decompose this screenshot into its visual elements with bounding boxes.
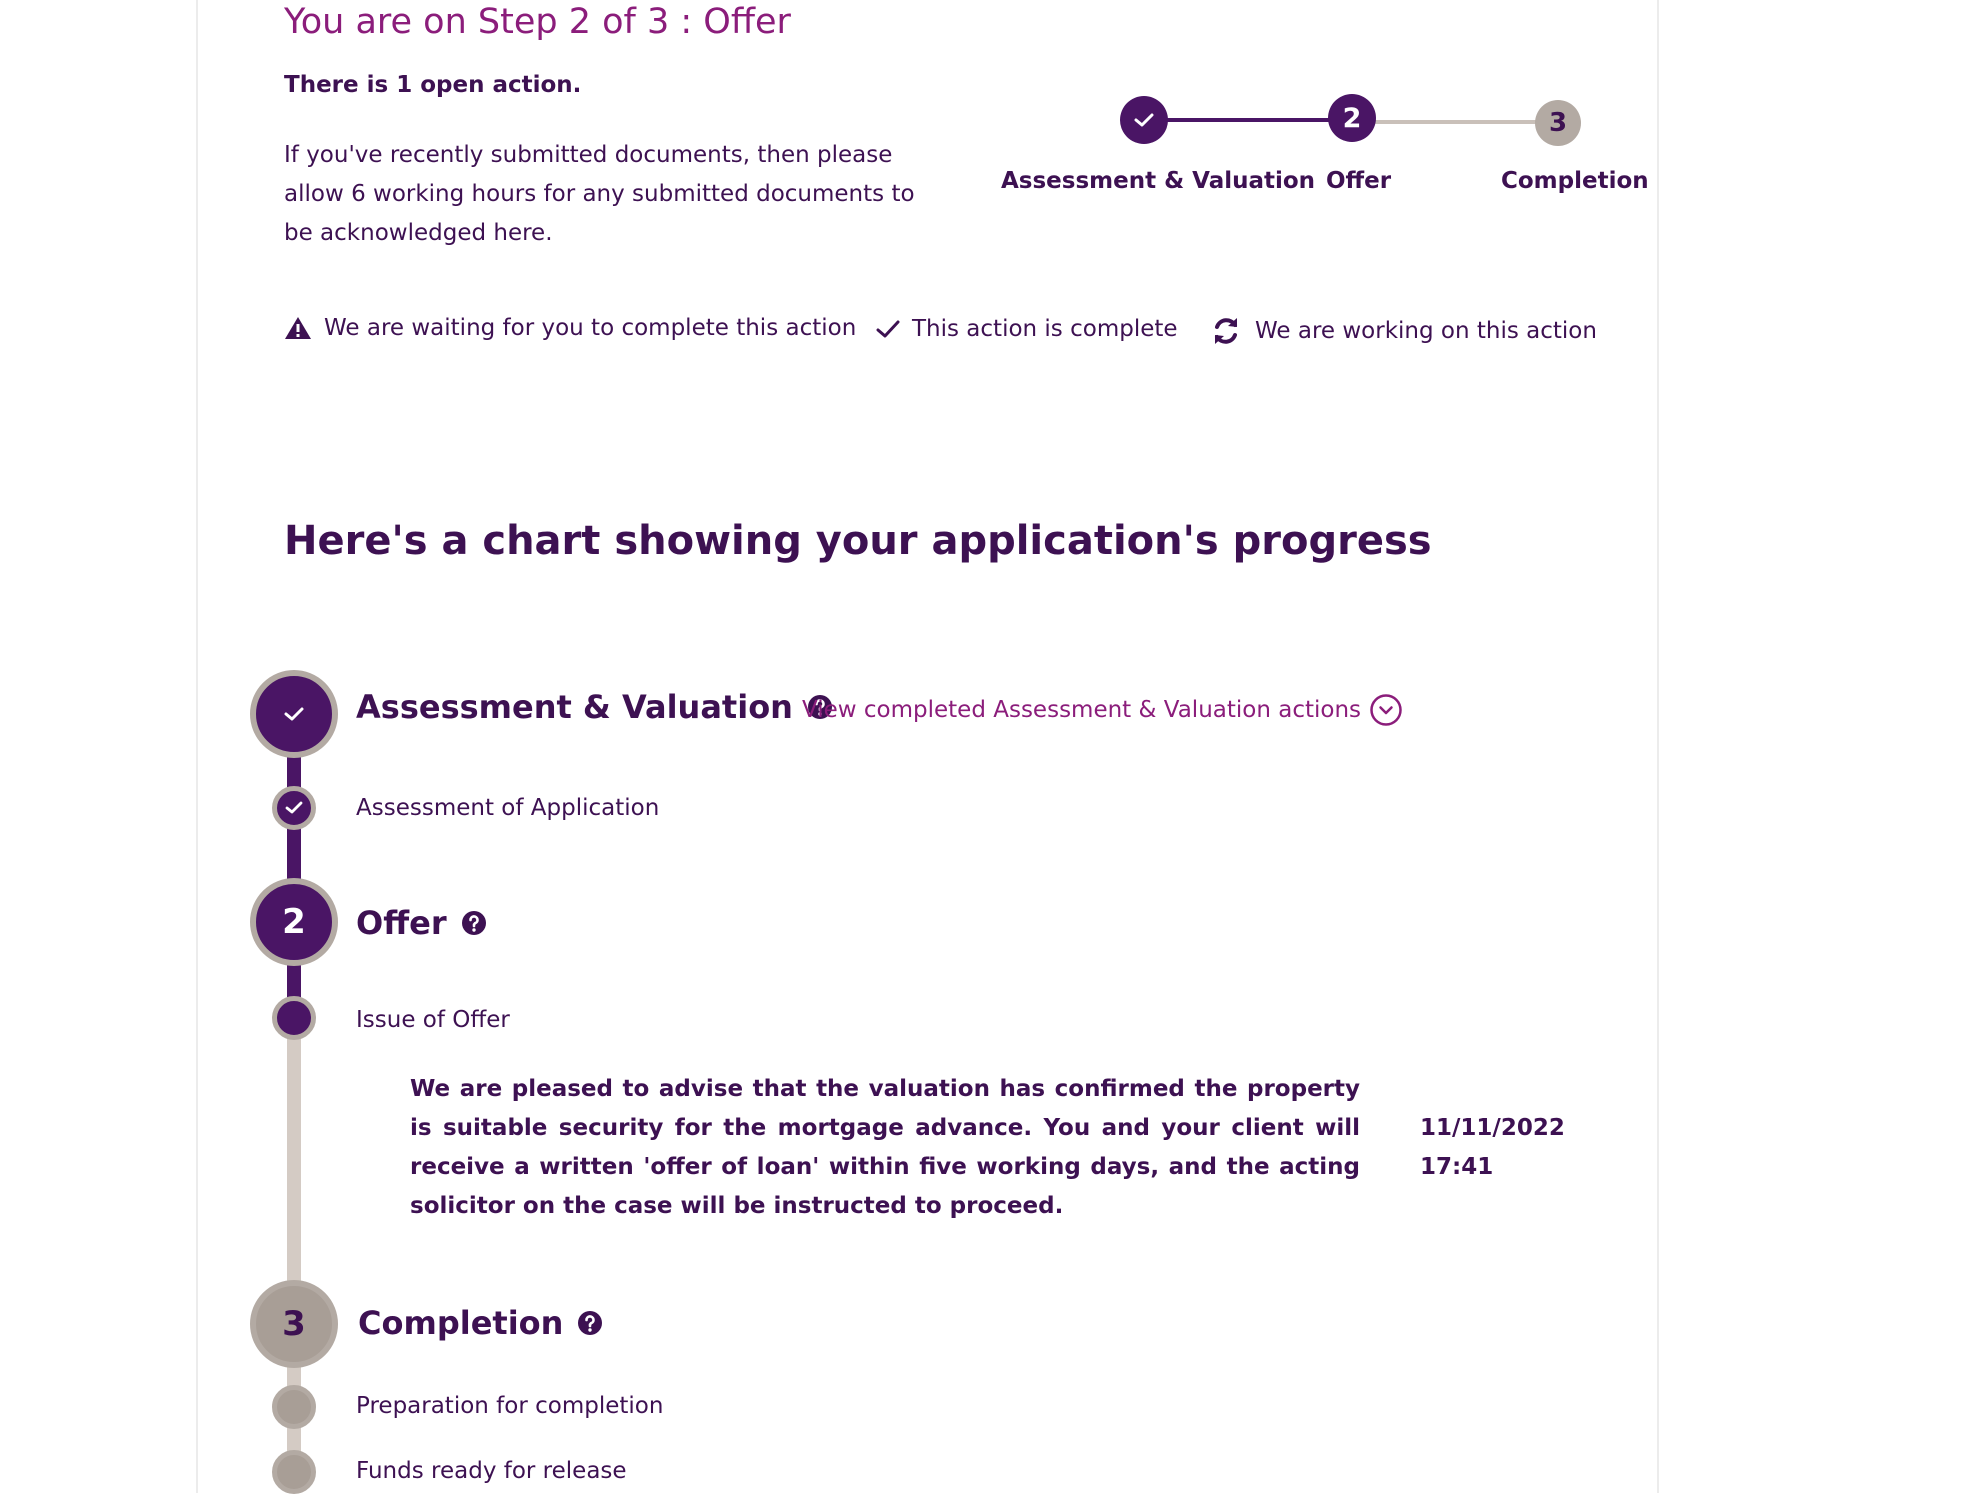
refresh-icon	[1209, 314, 1243, 348]
phase-offer-title-label: Offer	[356, 904, 447, 942]
stepper-step-2-circle	[1328, 94, 1376, 142]
phase-completion-number: 3	[282, 1304, 306, 1344]
check-icon	[285, 801, 303, 815]
warning-icon	[284, 315, 312, 341]
phase-assessment-title	[356, 688, 833, 726]
help-icon[interactable]	[577, 1310, 603, 1336]
view-completed-actions-link[interactable]	[802, 693, 1403, 727]
phase-assessment-title-label: Assessment & Valuation	[356, 688, 793, 726]
stepper-step-2-label: Offer	[1326, 168, 1392, 194]
stepper-step-3-number: 3	[1548, 108, 1568, 138]
offer-timestamp	[1420, 1109, 1565, 1187]
stepper-step-3-label: Completion	[1501, 168, 1649, 194]
item-funds-label: Funds ready for release	[356, 1458, 627, 1484]
phase-assessment-node	[250, 670, 338, 758]
phase-offer-title	[356, 904, 487, 942]
phase-completion-title	[358, 1304, 603, 1342]
legend-complete-label: This action is complete	[912, 316, 1178, 342]
stepper-step-3-circle	[1535, 100, 1581, 146]
phase-offer-node	[250, 878, 338, 966]
help-icon[interactable]	[461, 910, 487, 936]
offer-date: 11/11/2022	[1420, 1115, 1565, 1141]
item-preparation-label: Preparation for completion	[356, 1393, 664, 1419]
legend-waiting-label: We are waiting for you to complete this action	[324, 315, 857, 341]
phase-completion-title-label: Completion	[358, 1304, 564, 1342]
legend-waiting	[284, 315, 856, 341]
view-completed-actions-label: View completed Assessment & Valuation actions	[802, 697, 1362, 723]
offer-message: We are pleased to advise that the valuation has confirmed the property is suitable security for the mortgage advance. You and your client will receive a written 'offer of loan' within five working days, and the acting solicitor on the case will be instructed to proceed.	[410, 1076, 1360, 1219]
progress-chart-heading: Here's a chart showing your application's progress	[284, 518, 1432, 564]
phase-offer-number: 2	[282, 902, 306, 942]
stepper-line-pending	[1370, 120, 1555, 124]
stepper-step-1-label: Assessment & Valuation	[1001, 168, 1316, 194]
step-title: You are on Step 2 of 3 : Offer	[284, 2, 791, 42]
stepper-step-1-circle	[1120, 96, 1168, 144]
documents-notice: If you've recently submitted documents, then please allow 6 working hours for any submitted documents to be acknowledged here.	[284, 142, 915, 246]
stepper-line-complete	[1160, 118, 1350, 122]
legend-working	[1209, 314, 1597, 348]
offer-time: 17:41	[1420, 1154, 1494, 1180]
open-action-count: There is 1 open action.	[284, 72, 582, 98]
item-assessment-node	[272, 786, 316, 830]
stepper-step-2-number: 2	[1342, 102, 1362, 134]
chevron-down-circle-icon	[1369, 693, 1403, 727]
phase-completion-node	[250, 1280, 338, 1368]
item-offer-node	[272, 996, 316, 1040]
legend-complete	[876, 316, 1178, 342]
item-preparation-node	[272, 1385, 316, 1429]
item-offer-label: Issue of Offer	[356, 1007, 510, 1033]
item-assessment-label: Assessment of Application	[356, 795, 660, 821]
check-icon	[876, 319, 900, 339]
item-funds-node	[272, 1450, 316, 1494]
legend-working-label: We are working on this action	[1255, 318, 1597, 344]
check-icon	[1134, 112, 1154, 128]
check-icon	[283, 705, 305, 723]
